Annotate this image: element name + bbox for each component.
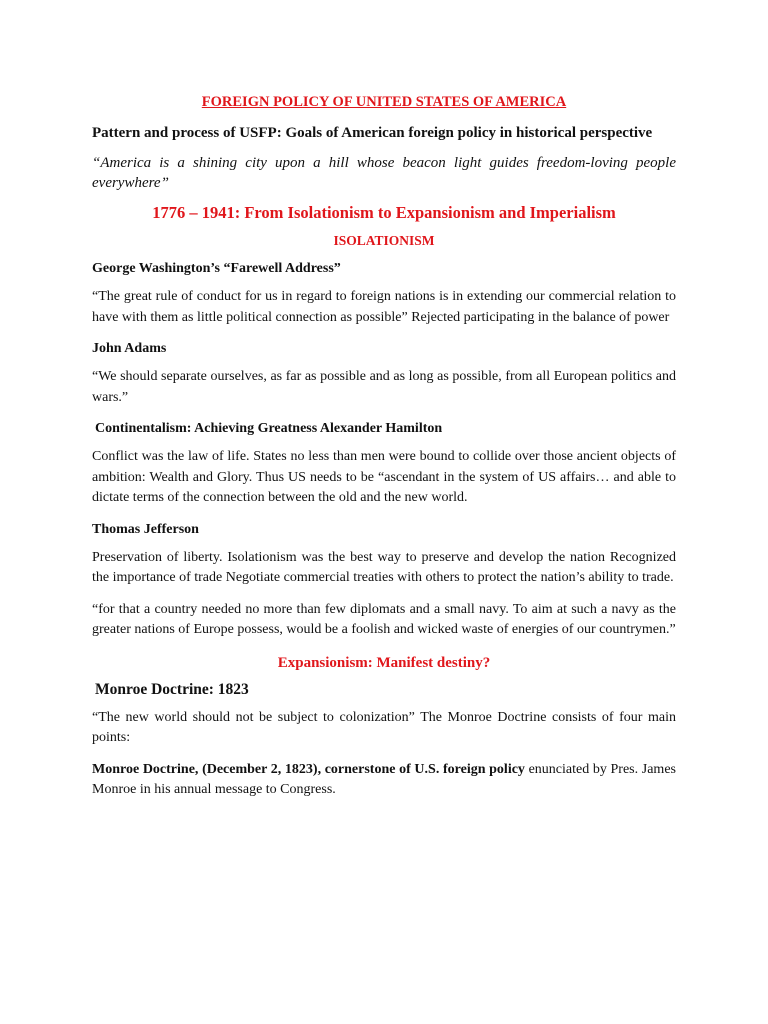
adams-text: “We should separate ourselves, as far as possible and as long as possible, from all European politics and wars.” <box>92 369 676 405</box>
document-title: FOREIGN POLICY OF UNITED STATES OF AMERICA <box>201 94 567 110</box>
washington-text: “The great rule of conduct for us in regard to foreign nations is in extending our commercial relation to have with them as little political connection as possible” Rejected participating in the balance of power <box>92 289 676 325</box>
epigraph-quote: “America is a shining city upon a hill whose beacon light guides freedom-loving people everywhere” <box>92 155 676 191</box>
jefferson-text: Preservation of liberty. Isolationism was the best way to preserve and develop the nation Recognized the importance of trade Negotiate commercial treaties with others to protect the nation’s ability to trade. <box>92 549 676 585</box>
expansionism-heading: Expansionism: Manifest destiny? <box>277 654 491 671</box>
isolationism-heading: ISOLATIONISM <box>333 233 435 248</box>
jefferson-heading: Thomas Jefferson <box>92 521 199 537</box>
monroe-heading: Monroe Doctrine: 1823 <box>95 680 249 698</box>
monroe-detail-rest: enunciated by Pres. James Monroe in his annual message to Congress. <box>92 761 676 797</box>
monroe-detail <box>92 760 676 801</box>
document-subtitle: Pattern and process of USFP: Goals of American foreign policy in historical perspective <box>92 125 653 141</box>
hamilton-text: Conflict was the law of life. States no less than men were bound to collide over those ancient objects of ambition: Wealth and Glory. Thus US needs to be “ascendant in the system of US affairs… and able to dictate terms of the connection between the old and the new world. <box>92 449 676 505</box>
monroe-text: “The new world should not be subject to colonization” The Monroe Doctrine consists of four main points: <box>92 709 676 745</box>
jefferson-quote: “for that a country needed no more than few diplomats and a small navy. To aim at such a navy as the greater nations of Europe possess, would be a foolish and wicked waste of energies of our countrymen.” <box>92 601 676 637</box>
adams-heading: John Adams <box>92 341 167 356</box>
era-heading: 1776 – 1941: From Isolationism to Expansionism and Imperialism <box>152 203 616 222</box>
monroe-detail-bold: Monroe Doctrine, (December 2, 1823), cornerstone of U.S. foreign policy <box>92 761 525 777</box>
hamilton-heading: Continentalism: Achieving Greatness Alexander Hamilton <box>95 421 443 436</box>
washington-heading: George Washington’s “Farewell Address” <box>92 261 341 276</box>
